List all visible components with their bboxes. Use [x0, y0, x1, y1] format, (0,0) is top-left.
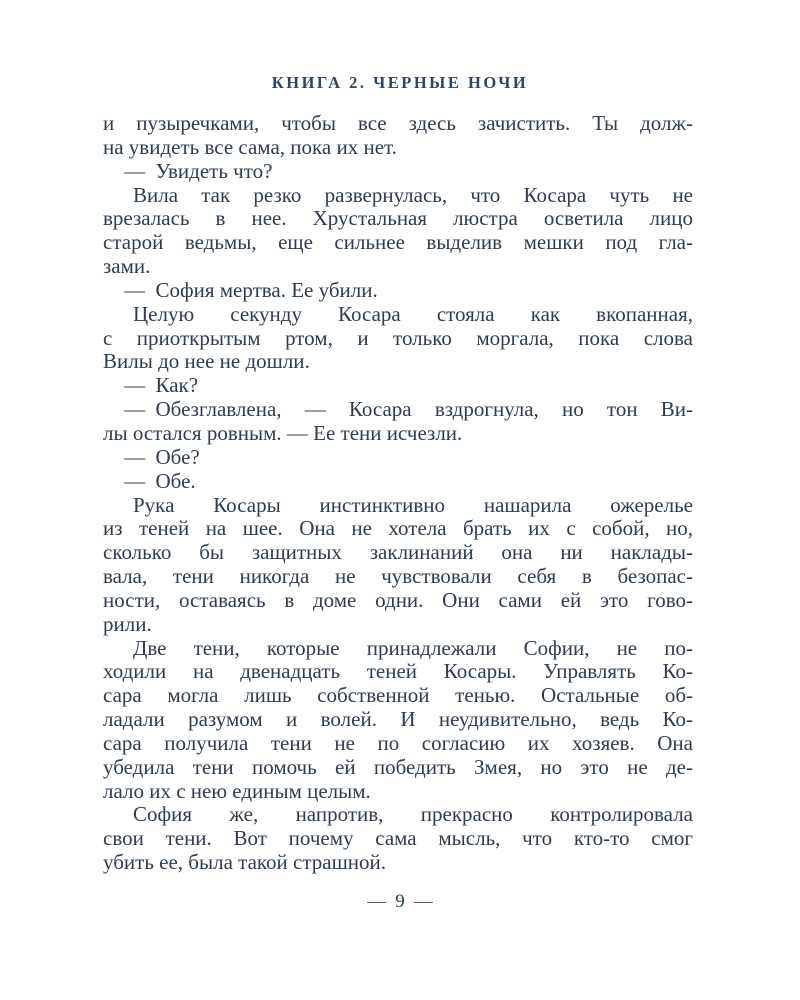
text-line: Целую секунду Косара стояла как вкопанная,	[133, 301, 693, 326]
text-line: врезалась в нее. Хрустальная люстра осветила лицо	[103, 206, 693, 231]
page-number: 9	[395, 891, 405, 912]
text-line: — Увидеть что?	[124, 158, 273, 183]
text-line: лы остался ровным. — Ее тени исчезли.	[103, 420, 463, 445]
text-line: — Как?	[124, 373, 199, 398]
text-line: вала, тени никогда не чувствовали себя в безопас-	[103, 564, 693, 589]
running-header: КНИГА 2. ЧЕРНЫЕ НОЧИ	[271, 73, 529, 92]
text-line: ладали разумом и волей. И неудивительно, ведь Ко-	[103, 707, 693, 732]
text-line: старой ведьмы, еще сильнее выделив мешки под гла-	[103, 230, 693, 255]
footer-dash-left: —	[367, 891, 387, 912]
text-line: с приоткрытым ртом, и только моргала, пока слова	[103, 325, 693, 350]
text-line: на увидеть все сама, пока их нет.	[103, 134, 397, 159]
text-line: — Обе?	[124, 444, 200, 469]
text-line: София же, напротив, прекрасно контролировала	[133, 802, 693, 827]
text-line: убить ее, была такой страшной.	[103, 850, 386, 875]
text-line: из теней на шее. Она не хотела брать их с собой, но,	[103, 516, 693, 541]
text-line: — Обе.	[124, 468, 196, 493]
text-line: зами.	[103, 254, 151, 279]
text-line: Рука Косары инстинктивно нашарила ожерелье	[133, 492, 693, 517]
text-line: сара могла лишь собственной тенью. Остальные об-	[103, 683, 693, 708]
footer-dash-right: —	[413, 891, 433, 912]
text-line: убедила тени помочь ей победить Змея, но это не де-	[103, 754, 693, 779]
page-text	[103, 112, 693, 875]
text-line: и пузыречками, чтобы все здесь зачистить. Ты долж-	[103, 111, 693, 135]
text-line: сара получила тени не по согласию их хозяев. Она	[103, 730, 693, 755]
text-line: свои тени. Вот почему сама мысль, что кто-то смог	[103, 826, 693, 851]
text-line: лало их с нею единым целым.	[103, 778, 371, 803]
text-line: Две тени, которые принадлежали Софии, не по-	[133, 635, 693, 660]
text-line: — София мертва. Ее убили.	[124, 277, 378, 302]
text-line: — Обезглавлена, — Косара вздрогнула, но тон Ви-	[124, 397, 693, 422]
text-line: сколько бы защитных заклинаний она ни наклады-	[103, 540, 693, 565]
page-footer	[0, 891, 800, 913]
text-line: ходили на двенадцать теней Косары. Управлять Ко-	[103, 659, 693, 684]
text-line: Вила так резко развернулась, что Косара чуть не	[133, 182, 693, 207]
text-line: Вилы до нее не дошли.	[103, 349, 310, 374]
text-line: рили.	[103, 611, 152, 636]
text-line: ности, оставаясь в доме одни. Они сами ей это гово-	[103, 587, 693, 612]
